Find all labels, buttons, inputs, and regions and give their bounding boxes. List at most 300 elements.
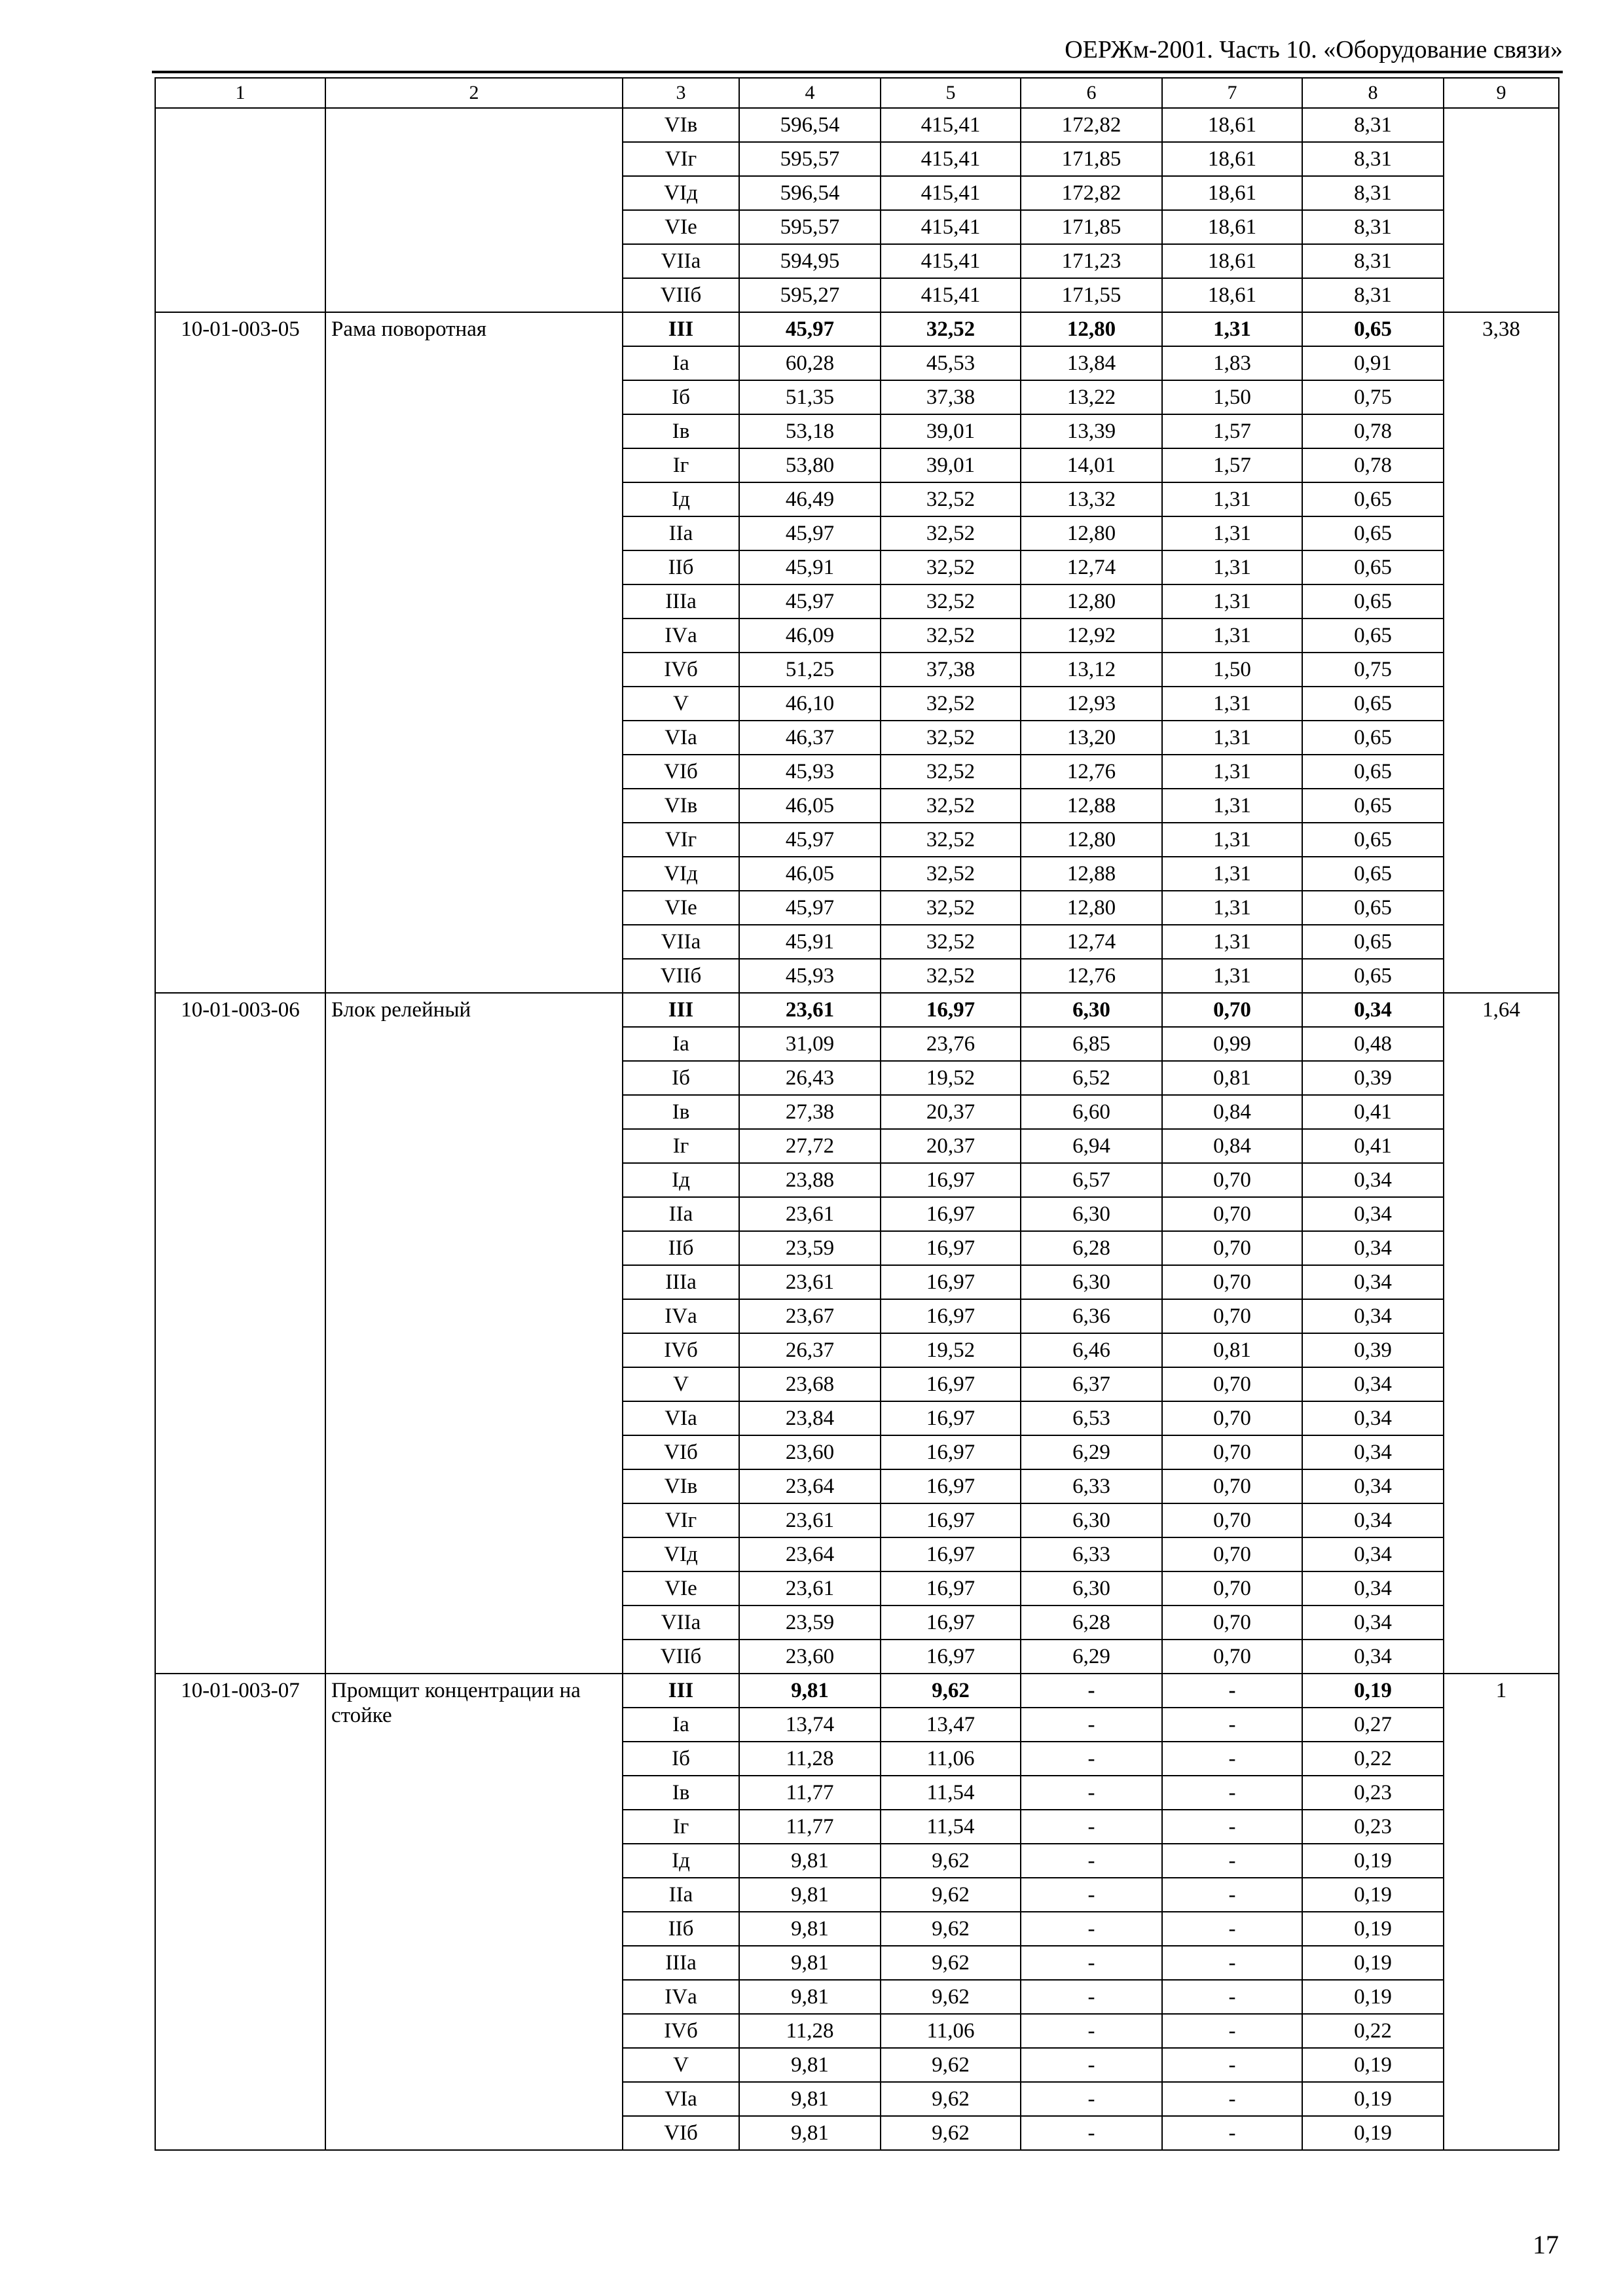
norm-code-cell [155, 108, 325, 312]
materials-cell: 0,34 [1302, 1231, 1444, 1265]
column-number: 5 [881, 78, 1021, 108]
drivers-wages-cell: 0,70 [1162, 1503, 1302, 1537]
drivers-wages-cell: - [1162, 1946, 1302, 1980]
materials-cell: 0,34 [1302, 1640, 1444, 1674]
norms-table [155, 77, 1559, 2151]
drivers-wages-cell: 0,70 [1162, 1367, 1302, 1401]
total-cost-cell: 9,81 [739, 1946, 881, 1980]
total-cost-cell: 9,81 [739, 1878, 881, 1912]
drivers-wages-cell: 0,70 [1162, 1265, 1302, 1299]
wages-cell: 32,52 [881, 584, 1021, 619]
machines-cell: - [1021, 1980, 1162, 2014]
drivers-wages-cell: - [1162, 2082, 1302, 2116]
machines-cell: - [1021, 2048, 1162, 2082]
machines-cell: 6,30 [1021, 1197, 1162, 1231]
total-cost-cell: 23,59 [739, 1231, 881, 1265]
drivers-wages-cell: 18,61 [1162, 142, 1302, 176]
wages-cell: 9,62 [881, 1878, 1021, 1912]
wages-cell: 415,41 [881, 142, 1021, 176]
machines-cell: 6,29 [1021, 1435, 1162, 1469]
machines-cell: 13,39 [1021, 414, 1162, 448]
condition-cell: VIIб [623, 959, 739, 993]
drivers-wages-cell: - [1162, 2014, 1302, 2048]
materials-cell: 0,65 [1302, 619, 1444, 653]
condition-cell: IVб [623, 1333, 739, 1367]
condition-cell: IVб [623, 653, 739, 687]
drivers-wages-cell: 1,31 [1162, 925, 1302, 959]
materials-cell: 0,34 [1302, 1367, 1444, 1401]
drivers-wages-cell: 0,84 [1162, 1129, 1302, 1163]
machines-cell: - [1021, 1912, 1162, 1946]
machines-cell: 12,93 [1021, 687, 1162, 721]
machines-cell: 6,30 [1021, 993, 1162, 1027]
materials-cell: 8,31 [1302, 108, 1444, 142]
wages-cell: 20,37 [881, 1129, 1021, 1163]
drivers-wages-cell: - [1162, 1776, 1302, 1810]
materials-cell: 0,34 [1302, 1299, 1444, 1333]
wages-cell: 23,76 [881, 1027, 1021, 1061]
total-cost-cell: 23,61 [739, 1265, 881, 1299]
column-number: 4 [739, 78, 881, 108]
condition-cell: IIб [623, 1231, 739, 1265]
total-cost-cell: 27,72 [739, 1129, 881, 1163]
norm-name-cell: Рама поворотная [325, 312, 623, 993]
wages-cell: 39,01 [881, 448, 1021, 482]
materials-cell: 0,34 [1302, 1401, 1444, 1435]
condition-cell: Iд [623, 1844, 739, 1878]
materials-cell: 0,23 [1302, 1776, 1444, 1810]
materials-cell: 0,34 [1302, 1435, 1444, 1469]
total-cost-cell: 46,10 [739, 687, 881, 721]
machines-cell: 12,80 [1021, 516, 1162, 550]
machines-cell: - [1021, 2082, 1162, 2116]
norm-code-cell: 10-01-003-06 [155, 993, 325, 1674]
condition-cell: III [623, 993, 739, 1027]
materials-cell: 0,34 [1302, 1571, 1444, 1605]
total-cost-cell: 9,81 [739, 1912, 881, 1946]
wages-cell: 32,52 [881, 550, 1021, 584]
wages-cell: 415,41 [881, 278, 1021, 312]
condition-cell: VIе [623, 210, 739, 244]
drivers-wages-cell: 1,31 [1162, 482, 1302, 516]
materials-cell: 0,65 [1302, 959, 1444, 993]
wages-cell: 32,52 [881, 687, 1021, 721]
drivers-wages-cell: 0,70 [1162, 1537, 1302, 1571]
drivers-wages-cell: 1,50 [1162, 380, 1302, 414]
condition-cell: IVб [623, 2014, 739, 2048]
total-cost-cell: 23,60 [739, 1640, 881, 1674]
condition-cell: VIе [623, 1571, 739, 1605]
condition-cell: Iг [623, 1810, 739, 1844]
column-number: 8 [1302, 78, 1444, 108]
machines-cell: 171,85 [1021, 210, 1162, 244]
wages-cell: 9,62 [881, 1946, 1021, 1980]
drivers-wages-cell: 0,70 [1162, 993, 1302, 1027]
materials-cell: 0,48 [1302, 1027, 1444, 1061]
drivers-wages-cell: 1,31 [1162, 584, 1302, 619]
condition-cell: VIг [623, 1503, 739, 1537]
drivers-wages-cell: - [1162, 2116, 1302, 2150]
condition-cell: VIб [623, 2116, 739, 2150]
machines-cell: 12,76 [1021, 959, 1162, 993]
machines-cell: 12,80 [1021, 891, 1162, 925]
materials-cell: 0,75 [1302, 380, 1444, 414]
total-cost-cell: 595,57 [739, 142, 881, 176]
machines-cell: 6,30 [1021, 1265, 1162, 1299]
wages-cell: 32,52 [881, 857, 1021, 891]
materials-cell: 0,34 [1302, 1469, 1444, 1503]
total-cost-cell: 9,81 [739, 1980, 881, 2014]
condition-cell: VIIб [623, 1640, 739, 1674]
materials-cell: 0,65 [1302, 823, 1444, 857]
materials-cell: 0,19 [1302, 1980, 1444, 2014]
total-cost-cell: 596,54 [739, 108, 881, 142]
condition-cell: VIд [623, 857, 739, 891]
machines-cell: - [1021, 2014, 1162, 2048]
machines-cell: 13,20 [1021, 721, 1162, 755]
wages-cell: 11,54 [881, 1810, 1021, 1844]
materials-cell: 0,41 [1302, 1129, 1444, 1163]
total-cost-cell: 9,81 [739, 2048, 881, 2082]
condition-cell: Iа [623, 1708, 739, 1742]
drivers-wages-cell: 18,61 [1162, 210, 1302, 244]
condition-cell: VIд [623, 1537, 739, 1571]
wages-cell: 11,06 [881, 1742, 1021, 1776]
total-cost-cell: 60,28 [739, 346, 881, 380]
wages-cell: 16,97 [881, 1401, 1021, 1435]
materials-cell: 0,65 [1302, 925, 1444, 959]
materials-cell: 0,65 [1302, 687, 1444, 721]
materials-cell: 0,65 [1302, 482, 1444, 516]
machines-cell: 6,28 [1021, 1605, 1162, 1640]
machines-cell: 12,74 [1021, 550, 1162, 584]
total-cost-cell: 9,81 [739, 2116, 881, 2150]
materials-cell: 0,19 [1302, 1674, 1444, 1708]
wages-cell: 16,97 [881, 993, 1021, 1027]
condition-cell: III [623, 1674, 739, 1708]
condition-cell: IIIа [623, 1946, 739, 1980]
drivers-wages-cell: 1,31 [1162, 959, 1302, 993]
total-cost-cell: 11,77 [739, 1776, 881, 1810]
condition-cell: VIв [623, 108, 739, 142]
norm-code-cell: 10-01-003-05 [155, 312, 325, 993]
drivers-wages-cell: 0,70 [1162, 1163, 1302, 1197]
wages-cell: 16,97 [881, 1469, 1021, 1503]
total-cost-cell: 13,74 [739, 1708, 881, 1742]
total-cost-cell: 9,81 [739, 1674, 881, 1708]
materials-cell: 0,65 [1302, 584, 1444, 619]
condition-cell: Iд [623, 1163, 739, 1197]
wages-cell: 9,62 [881, 2082, 1021, 2116]
materials-cell: 0,65 [1302, 721, 1444, 755]
wages-cell: 16,97 [881, 1231, 1021, 1265]
machines-cell: 12,88 [1021, 789, 1162, 823]
machines-cell: - [1021, 1946, 1162, 1980]
machines-cell: 6,46 [1021, 1333, 1162, 1367]
condition-cell: V [623, 1367, 739, 1401]
total-cost-cell: 45,91 [739, 550, 881, 584]
condition-cell: VIа [623, 721, 739, 755]
materials-cell: 0,19 [1302, 1844, 1444, 1878]
wages-cell: 9,62 [881, 1674, 1021, 1708]
drivers-wages-cell: 0,70 [1162, 1435, 1302, 1469]
total-cost-cell: 23,59 [739, 1605, 881, 1640]
condition-cell: VIIа [623, 1605, 739, 1640]
machines-cell: 6,57 [1021, 1163, 1162, 1197]
drivers-wages-cell: 0,70 [1162, 1401, 1302, 1435]
column-number: 6 [1021, 78, 1162, 108]
drivers-wages-cell: - [1162, 1810, 1302, 1844]
total-cost-cell: 45,97 [739, 584, 881, 619]
machines-cell: 6,53 [1021, 1401, 1162, 1435]
wages-cell: 415,41 [881, 176, 1021, 210]
condition-cell: VIб [623, 755, 739, 789]
total-cost-cell: 11,77 [739, 1810, 881, 1844]
wages-cell: 415,41 [881, 244, 1021, 278]
total-cost-cell: 23,64 [739, 1537, 881, 1571]
wages-cell: 16,97 [881, 1605, 1021, 1640]
machines-cell: 172,82 [1021, 108, 1162, 142]
condition-cell: VIв [623, 789, 739, 823]
condition-cell: Iб [623, 1061, 739, 1095]
wages-cell: 16,97 [881, 1640, 1021, 1674]
drivers-wages-cell: 0,81 [1162, 1333, 1302, 1367]
materials-cell: 0,65 [1302, 891, 1444, 925]
condition-cell: VIIб [623, 278, 739, 312]
machines-cell: 6,30 [1021, 1571, 1162, 1605]
wages-cell: 9,62 [881, 1844, 1021, 1878]
machines-cell: 13,22 [1021, 380, 1162, 414]
drivers-wages-cell: - [1162, 1844, 1302, 1878]
machines-cell: 12,76 [1021, 755, 1162, 789]
wages-cell: 415,41 [881, 210, 1021, 244]
column-number-row [155, 78, 1559, 108]
machines-cell: - [1021, 1878, 1162, 1912]
drivers-wages-cell: 0,70 [1162, 1640, 1302, 1674]
running-header: ОЕРЖм-2001. Часть 10. «Оборудование связи» [1065, 36, 1563, 63]
coefficient-cell: 3,38 [1444, 312, 1559, 993]
total-cost-cell: 27,38 [739, 1095, 881, 1129]
machines-cell: 6,60 [1021, 1095, 1162, 1129]
drivers-wages-cell: 0,70 [1162, 1197, 1302, 1231]
total-cost-cell: 53,80 [739, 448, 881, 482]
drivers-wages-cell: - [1162, 1708, 1302, 1742]
drivers-wages-cell: 1,31 [1162, 550, 1302, 584]
drivers-wages-cell: 1,57 [1162, 448, 1302, 482]
machines-cell: 13,12 [1021, 653, 1162, 687]
table-row [155, 1674, 1559, 1708]
wages-cell: 32,52 [881, 789, 1021, 823]
drivers-wages-cell: 1,31 [1162, 312, 1302, 346]
total-cost-cell: 23,61 [739, 1197, 881, 1231]
wages-cell: 32,52 [881, 959, 1021, 993]
wages-cell: 19,52 [881, 1333, 1021, 1367]
total-cost-cell: 51,35 [739, 380, 881, 414]
materials-cell: 0,19 [1302, 2048, 1444, 2082]
materials-cell: 0,34 [1302, 1197, 1444, 1231]
condition-cell: VIа [623, 1401, 739, 1435]
machines-cell: 12,80 [1021, 312, 1162, 346]
condition-cell: IIIа [623, 1265, 739, 1299]
wages-cell: 32,52 [881, 755, 1021, 789]
machines-cell: 6,33 [1021, 1537, 1162, 1571]
wages-cell: 9,62 [881, 1980, 1021, 2014]
total-cost-cell: 26,37 [739, 1333, 881, 1367]
total-cost-cell: 595,27 [739, 278, 881, 312]
materials-cell: 0,65 [1302, 755, 1444, 789]
norm-name-cell: Блок релейный [325, 993, 623, 1674]
materials-cell: 0,34 [1302, 1265, 1444, 1299]
materials-cell: 0,75 [1302, 653, 1444, 687]
drivers-wages-cell: 0,70 [1162, 1605, 1302, 1640]
total-cost-cell: 11,28 [739, 2014, 881, 2048]
total-cost-cell: 45,93 [739, 755, 881, 789]
machines-cell: - [1021, 1742, 1162, 1776]
materials-cell: 0,34 [1302, 1605, 1444, 1640]
wages-cell: 16,97 [881, 1265, 1021, 1299]
materials-cell: 0,19 [1302, 1878, 1444, 1912]
machines-cell: - [1021, 1810, 1162, 1844]
total-cost-cell: 23,60 [739, 1435, 881, 1469]
materials-cell: 0,39 [1302, 1061, 1444, 1095]
total-cost-cell: 23,61 [739, 1571, 881, 1605]
condition-cell: Iв [623, 1095, 739, 1129]
condition-cell: IIа [623, 516, 739, 550]
condition-cell: VIIа [623, 925, 739, 959]
materials-cell: 0,65 [1302, 516, 1444, 550]
total-cost-cell: 45,97 [739, 312, 881, 346]
machines-cell: - [1021, 1776, 1162, 1810]
materials-cell: 8,31 [1302, 142, 1444, 176]
wages-cell: 11,54 [881, 1776, 1021, 1810]
total-cost-cell: 53,18 [739, 414, 881, 448]
wages-cell: 13,47 [881, 1708, 1021, 1742]
machines-cell: 171,85 [1021, 142, 1162, 176]
drivers-wages-cell: 1,31 [1162, 687, 1302, 721]
total-cost-cell: 45,91 [739, 925, 881, 959]
total-cost-cell: 31,09 [739, 1027, 881, 1061]
wages-cell: 16,97 [881, 1503, 1021, 1537]
condition-cell: VIе [623, 891, 739, 925]
condition-cell: VIб [623, 1435, 739, 1469]
wages-cell: 37,38 [881, 380, 1021, 414]
machines-cell: 171,55 [1021, 278, 1162, 312]
wages-cell: 39,01 [881, 414, 1021, 448]
total-cost-cell: 23,84 [739, 1401, 881, 1435]
machines-cell: 172,82 [1021, 176, 1162, 210]
norm-name-cell [325, 108, 623, 312]
total-cost-cell: 46,05 [739, 789, 881, 823]
drivers-wages-cell: 0,70 [1162, 1469, 1302, 1503]
total-cost-cell: 45,93 [739, 959, 881, 993]
drivers-wages-cell: 0,70 [1162, 1571, 1302, 1605]
condition-cell: Iа [623, 1027, 739, 1061]
page-number: 17 [1533, 2230, 1559, 2259]
condition-cell: Iв [623, 414, 739, 448]
norm-code-cell: 10-01-003-07 [155, 1674, 325, 2150]
drivers-wages-cell: - [1162, 1674, 1302, 1708]
total-cost-cell: 26,43 [739, 1061, 881, 1095]
wages-cell: 32,52 [881, 891, 1021, 925]
total-cost-cell: 45,97 [739, 516, 881, 550]
condition-cell: V [623, 687, 739, 721]
total-cost-cell: 23,61 [739, 993, 881, 1027]
condition-cell: Iа [623, 346, 739, 380]
total-cost-cell: 23,88 [739, 1163, 881, 1197]
materials-cell: 0,41 [1302, 1095, 1444, 1129]
drivers-wages-cell: 18,61 [1162, 176, 1302, 210]
total-cost-cell: 23,67 [739, 1299, 881, 1333]
total-cost-cell: 9,81 [739, 1844, 881, 1878]
materials-cell: 0,34 [1302, 993, 1444, 1027]
total-cost-cell: 23,64 [739, 1469, 881, 1503]
condition-cell: IVа [623, 619, 739, 653]
materials-cell: 0,39 [1302, 1333, 1444, 1367]
drivers-wages-cell: 0,81 [1162, 1061, 1302, 1095]
machines-cell: - [1021, 1844, 1162, 1878]
condition-cell: VIIа [623, 244, 739, 278]
machines-cell: 6,33 [1021, 1469, 1162, 1503]
total-cost-cell: 23,68 [739, 1367, 881, 1401]
table-row [155, 108, 1559, 142]
drivers-wages-cell: 1,31 [1162, 789, 1302, 823]
drivers-wages-cell: 1,31 [1162, 516, 1302, 550]
condition-cell: IIб [623, 1912, 739, 1946]
column-number: 3 [623, 78, 739, 108]
coefficient-cell [1444, 108, 1559, 312]
total-cost-cell: 594,95 [739, 244, 881, 278]
machines-cell: 6,37 [1021, 1367, 1162, 1401]
drivers-wages-cell: 1,57 [1162, 414, 1302, 448]
table-row [155, 312, 1559, 346]
condition-cell: IVа [623, 1299, 739, 1333]
machines-cell: 12,88 [1021, 857, 1162, 891]
drivers-wages-cell: - [1162, 1742, 1302, 1776]
machines-cell: 6,29 [1021, 1640, 1162, 1674]
drivers-wages-cell: - [1162, 2048, 1302, 2082]
wages-cell: 32,52 [881, 925, 1021, 959]
drivers-wages-cell: 18,61 [1162, 244, 1302, 278]
materials-cell: 0,19 [1302, 2082, 1444, 2116]
drivers-wages-cell: 1,31 [1162, 891, 1302, 925]
drivers-wages-cell: 0,70 [1162, 1299, 1302, 1333]
total-cost-cell: 46,05 [739, 857, 881, 891]
materials-cell: 0,34 [1302, 1163, 1444, 1197]
drivers-wages-cell: 0,70 [1162, 1231, 1302, 1265]
wages-cell: 45,53 [881, 346, 1021, 380]
wages-cell: 32,52 [881, 516, 1021, 550]
column-number: 1 [155, 78, 325, 108]
column-number: 9 [1444, 78, 1559, 108]
drivers-wages-cell: 0,99 [1162, 1027, 1302, 1061]
header-rule [152, 71, 1563, 73]
condition-cell: IIа [623, 1878, 739, 1912]
condition-cell: Iв [623, 1776, 739, 1810]
machines-cell: 6,52 [1021, 1061, 1162, 1095]
coefficient-cell: 1 [1444, 1674, 1559, 2150]
total-cost-cell: 9,81 [739, 2082, 881, 2116]
wages-cell: 16,97 [881, 1435, 1021, 1469]
wages-cell: 16,97 [881, 1537, 1021, 1571]
materials-cell: 0,23 [1302, 1810, 1444, 1844]
materials-cell: 0,65 [1302, 857, 1444, 891]
materials-cell: 0,65 [1302, 550, 1444, 584]
condition-cell: Iг [623, 1129, 739, 1163]
wages-cell: 32,52 [881, 721, 1021, 755]
wages-cell: 32,52 [881, 482, 1021, 516]
materials-cell: 0,22 [1302, 1742, 1444, 1776]
total-cost-cell: 596,54 [739, 176, 881, 210]
